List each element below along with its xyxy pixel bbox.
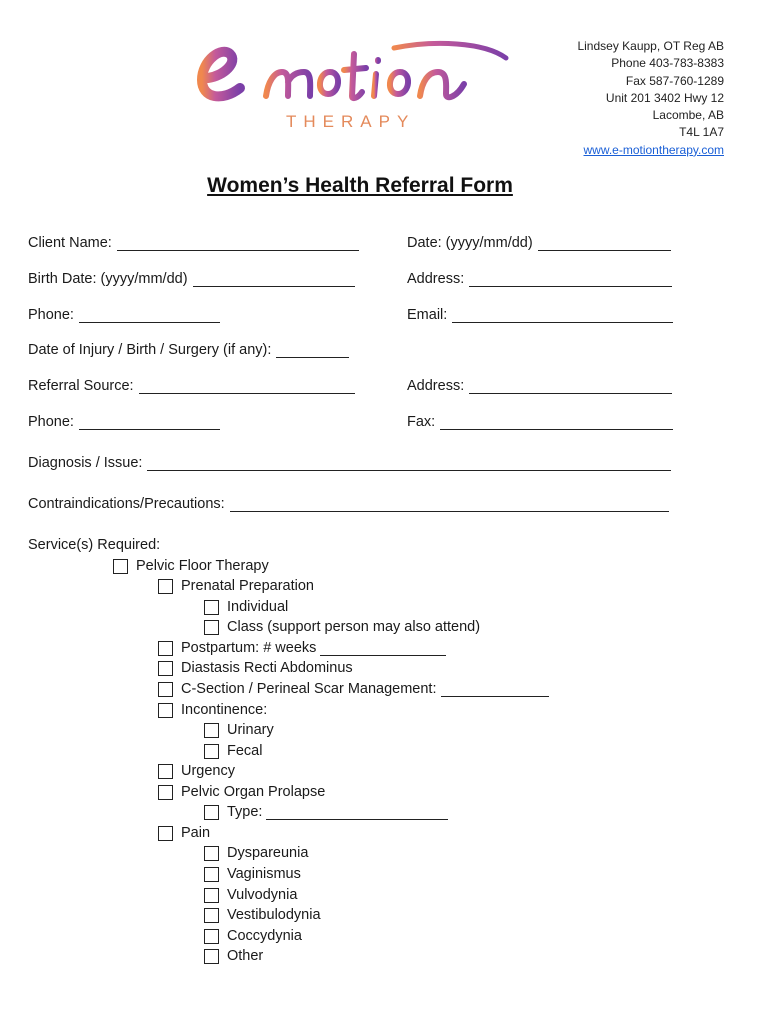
checkbox-label: Vestibulodynia <box>227 907 321 923</box>
email-label: Email: <box>407 307 448 323</box>
checkbox-label: Individual <box>227 599 289 615</box>
contact-city: Lacombe, AB <box>652 108 724 123</box>
checkbox-label: Coccydynia <box>227 928 302 944</box>
checkbox-vulvodynia[interactable] <box>204 885 297 905</box>
date-line[interactable] <box>538 236 671 251</box>
checkbox-individual[interactable] <box>204 597 288 617</box>
checkbox-square[interactable] <box>204 908 219 923</box>
checkbox-urgency[interactable] <box>158 761 235 781</box>
checkbox-square[interactable] <box>158 785 173 800</box>
checkbox-square[interactable] <box>204 600 219 615</box>
phone-label: Phone: <box>28 307 74 323</box>
date-field <box>407 235 671 251</box>
checkbox-square[interactable] <box>204 949 219 964</box>
checkbox-label: Class (support person may also attend) <box>227 619 481 635</box>
checkbox-label: Vulvodynia <box>227 887 298 903</box>
checkbox-label: Postpartum: # weeks <box>181 640 317 656</box>
checkbox-label: Vaginismus <box>227 866 301 882</box>
checkbox-square[interactable] <box>113 559 128 574</box>
checkbox-label: Urgency <box>181 763 235 779</box>
phone-field <box>28 307 220 323</box>
diagnosis-label: Diagnosis / Issue: <box>28 455 143 471</box>
client-name-field <box>28 235 359 251</box>
diagnosis-line[interactable] <box>147 456 671 471</box>
date-of-injury-label: Date of Injury / Birth / Surgery (if any): <box>28 342 272 358</box>
emotion-logo-wordmark <box>194 36 514 110</box>
fax-label: Fax: <box>407 414 436 430</box>
checkbox-postpartum[interactable] <box>158 638 446 658</box>
contact-postal: T4L 1A7 <box>679 125 724 140</box>
diagnosis-field <box>28 455 671 471</box>
checkbox-square[interactable] <box>158 641 173 656</box>
checkbox-dyspareunia[interactable] <box>204 843 308 863</box>
checkbox-square[interactable] <box>158 764 173 779</box>
checkbox-label: Urinary <box>227 722 274 738</box>
checkbox-square[interactable] <box>204 888 219 903</box>
checkbox-incontinence[interactable] <box>158 700 267 720</box>
form-title: Women’s Health Referral Form <box>207 174 513 197</box>
date-of-injury-field <box>28 342 349 358</box>
checkbox-label: Pain <box>181 825 211 841</box>
checkbox-square[interactable] <box>158 682 173 697</box>
checkbox-square[interactable] <box>204 846 219 861</box>
referral-source-label: Referral Source: <box>28 378 134 394</box>
website-link[interactable]: www.e-motiontherapy.com <box>583 142 724 157</box>
referral-address-label: Address: <box>407 378 465 394</box>
date-of-injury-line[interactable] <box>276 343 349 358</box>
referral-address-line[interactable] <box>469 379 672 394</box>
logo-subtitle: THERAPY <box>286 112 416 131</box>
referral-phone-label: Phone: <box>28 414 74 430</box>
checkbox-square[interactable] <box>158 703 173 718</box>
referral-source-field <box>28 378 355 394</box>
email-field <box>407 307 673 323</box>
fax-line[interactable] <box>440 415 673 430</box>
checkbox-prolapse[interactable] <box>158 782 325 802</box>
address-line[interactable] <box>469 272 672 287</box>
checkbox-label: Pelvic Organ Prolapse <box>181 784 326 800</box>
referral-phone-field <box>28 414 220 430</box>
contraindications-line[interactable] <box>230 497 669 512</box>
checkbox-coccydynia[interactable] <box>204 926 302 946</box>
checkbox-square[interactable] <box>204 744 219 759</box>
contraindications-label: Contraindications/Precautions: <box>28 496 225 512</box>
date-label: Date: (yyyy/mm/dd) <box>407 235 533 251</box>
client-name-label: Client Name: <box>28 235 112 251</box>
contact-name: Lindsey Kaupp, OT Reg AB <box>577 39 724 53</box>
referral-address-field <box>407 378 672 394</box>
checkbox-other[interactable] <box>204 946 263 966</box>
services-heading: Service(s) Required: <box>28 537 161 553</box>
checkbox-pain[interactable] <box>158 823 210 843</box>
phone-line[interactable] <box>79 308 220 323</box>
referral-phone-line[interactable] <box>79 415 220 430</box>
contact-fax: Fax 587-760-1289 <box>625 73 724 88</box>
company-logo <box>194 36 514 136</box>
checkbox-label: Incontinence: <box>181 702 268 718</box>
checkbox-label: Dyspareunia <box>227 845 309 861</box>
checkbox-square[interactable] <box>158 661 173 676</box>
checkbox-label: Prenatal Preparation <box>181 578 314 594</box>
checkbox-csection[interactable] <box>158 679 549 699</box>
checkbox-square[interactable] <box>204 723 219 738</box>
checkbox-label: Fecal <box>227 743 263 759</box>
contact-address: Unit 201 3402 Hwy 12 <box>605 90 724 105</box>
checkbox-label: Type: <box>227 804 263 820</box>
checkbox-square[interactable] <box>158 579 173 594</box>
birth-date-label: Birth Date: (yyyy/mm/dd) <box>28 271 188 287</box>
checkbox-square[interactable] <box>204 867 219 882</box>
checkbox-prenatal[interactable] <box>158 576 314 596</box>
checkbox-pelvic-floor[interactable] <box>113 556 269 576</box>
checkbox-square[interactable] <box>204 620 219 635</box>
postpartum-weeks-line[interactable] <box>320 641 446 656</box>
csection-line[interactable] <box>441 682 549 697</box>
checkbox-diastasis[interactable] <box>158 658 353 678</box>
checkbox-square[interactable] <box>204 805 219 820</box>
address-field <box>407 271 672 287</box>
fax-field <box>407 414 673 430</box>
checkbox-label: Diastasis Recti Abdominus <box>181 660 353 676</box>
checkbox-label: Pelvic Floor Therapy <box>136 558 269 574</box>
checkbox-vestibulodynia[interactable] <box>204 905 321 925</box>
client-name-line[interactable] <box>117 236 359 251</box>
checkbox-vaginismus[interactable] <box>204 864 301 884</box>
checkbox-urinary[interactable] <box>204 720 274 740</box>
contact-block <box>577 38 724 159</box>
checkbox-square[interactable] <box>158 826 173 841</box>
referral-source-line[interactable] <box>139 379 355 394</box>
checkbox-label: C-Section / Perineal Scar Management: <box>181 681 437 697</box>
contraindications-field <box>28 496 669 512</box>
birth-date-line[interactable] <box>193 272 355 287</box>
checkbox-prolapse-type[interactable] <box>204 802 448 822</box>
checkbox-label: Other <box>227 948 264 964</box>
checkbox-class[interactable] <box>204 617 480 637</box>
contact-phone: Phone 403-783-8383 <box>611 56 724 71</box>
prolapse-type-line[interactable] <box>266 805 448 820</box>
email-line[interactable] <box>452 308 673 323</box>
address-label: Address: <box>407 271 465 287</box>
checkbox-square[interactable] <box>204 929 219 944</box>
checkbox-fecal[interactable] <box>204 741 262 761</box>
birth-date-field <box>28 271 355 287</box>
